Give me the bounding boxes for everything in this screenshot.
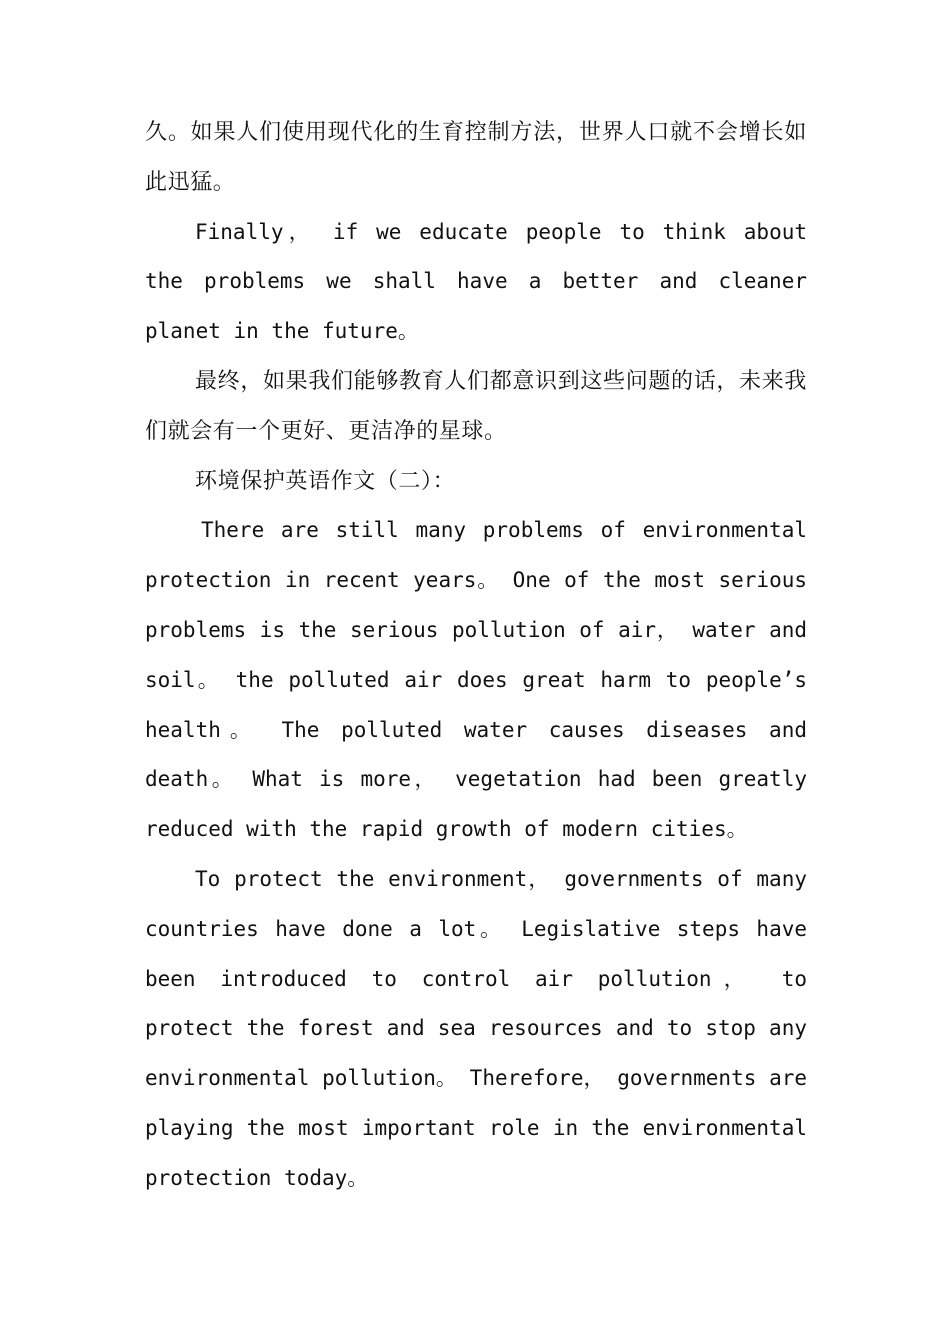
document-body <box>145 108 807 1204</box>
paragraph-finally-zh: 最终，如果我们能够教育人们都意识到这些问题的话，未来我们就会有一个更好、更洁净的星球。 <box>145 368 807 444</box>
paragraph-finally-en: Finally， if we educate people to think about the problems we shall have a better and cleaner planet in the future。 <box>145 219 807 344</box>
paragraph-problems-en: There are still many problems of environmental protection in recent years。 One of the most serious problems is the serious pollution of air， water and soil。 the polluted air does great harm to people’s health。 The polluted water causes diseases and death。 What is more， vegetation had been greatly reduced with the rapid growth of modern cities。 <box>145 518 807 842</box>
paragraph-governments-en: To protect the environment， governments of many countries have done a lot。 Legislative steps have been introduced to control air pollution， to protect the forest and sea resources and to stop any environmental pollution。 Therefore， governments are playing the most important role in the environmental protection today。 <box>145 866 807 1190</box>
section-heading-essay-two: 环境保护英语作文（二）： <box>195 468 456 494</box>
paragraph-birth-control-zh: 久。如果人们使用现代化的生育控制方法，世界人口就不会增长如此迅猛。 <box>145 120 807 195</box>
